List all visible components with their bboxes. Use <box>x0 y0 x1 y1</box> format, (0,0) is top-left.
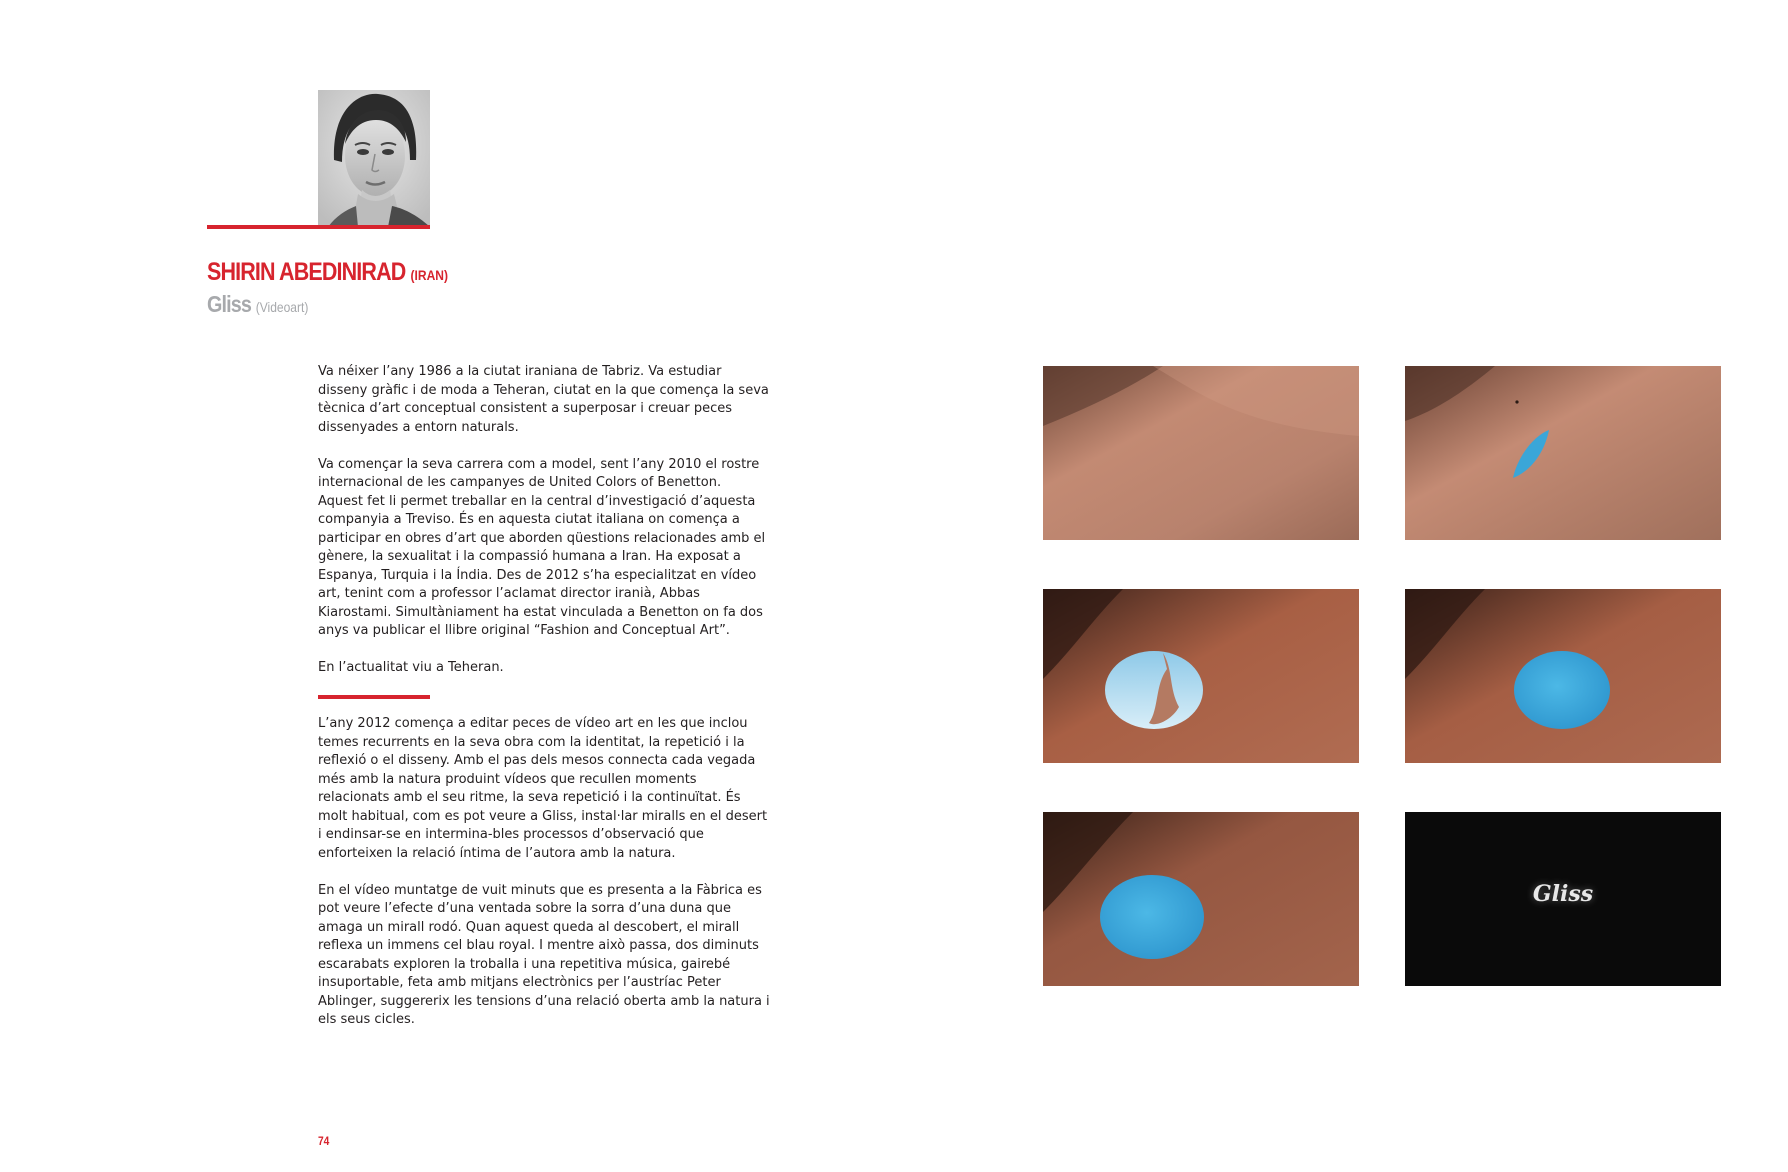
video-still-6-title-card <box>1405 812 1721 986</box>
artist-biography <box>318 363 770 696</box>
page-number: 74 <box>318 1134 330 1148</box>
work-genre: (Videoart) <box>255 299 309 315</box>
description-paragraph: En el vídeo muntatge de vuit minuts que es presenta a la Fàbrica es pot veure l’efecte d’una ventada sobre la sorra d’una duna que amaga un mirall rodó. Quan aquest queda al descobert, el mirall reflexa un immens cel blau royal. I mentre això passa, dos diminuts escarabats exploren la troballa i una repetitiva música, gairebé insuportable, feta amb mitjans electrònics per l’austríac Peter Ablinger, suggererix les tensions d’una relació oberta amb la natura i els seus cicles. <box>318 882 770 1027</box>
work-title: Gliss <box>207 291 252 317</box>
video-still-5 <box>1043 812 1359 986</box>
description-paragraph: L’any 2012 comença a editar peces de vídeo art en les que inclou temes recurrents en la seva obra com la identitat, la repetició i la reflexió o el disseny. Amb el pas dels mesos connecta cada vegada més amb la natura produint vídeos que recullen moments relacionats amb el seu ritme, la seva repetició i la continuïtat. És molt habitual, com es pot veure a Gliss, instal·lar miralls en el desert i endinsar-se en intermina-bles processos d’observació que enforteixen la relació íntima de l’autora amb la natura. <box>318 716 768 861</box>
artist-name-heading <box>207 258 448 287</box>
section-divider <box>318 695 430 699</box>
video-title-card-text: Gliss <box>1532 881 1594 907</box>
artist-name: SHIRIN ABEDINIRAD <box>207 258 406 286</box>
bio-paragraph: En l’actualitat viu a Teheran. <box>318 660 504 675</box>
portrait-illustration <box>318 90 430 227</box>
video-still-4 <box>1405 589 1721 763</box>
work-title-heading <box>207 291 308 318</box>
bio-paragraph: Va néixer l’any 1986 a la ciutat iraniana de Tabriz. Va estudiar disseny gràfic i de moda a Teheran, ciutat en la que comença la seva tècnica d’art conceptual consistent a superposar i creuar peces dissenyades a entorn naturals. <box>318 364 769 435</box>
title-rule <box>207 225 430 229</box>
video-still-2 <box>1405 366 1721 540</box>
bio-paragraph: Va començar la seva carrera com a model, sent l’any 2010 el rostre internacional de les campanyes de United Colors of Benetton. Aquest fet li permet treballar en la central d’investigació d’aquesta companyia a Treviso. És en aquesta ciutat italiana on comença a participar en obres d’art que aborden qüestions relacionades amb el gènere, la sexualitat i la compassió humana a Iran. Ha exposat a Espanya, Turquia i la Índia. Des de 2012 s’ha especialitzat en vídeo art, tenint com a professor l’aclamat director iranià, Abbas Kiarostami. Simultàniament ha estat vinculada a Benetton on fa dos anys va publicar el llibre original “Fashion and Conceptual Art”. <box>318 456 766 638</box>
work-description <box>318 715 770 1048</box>
artist-portrait-photo <box>318 90 430 227</box>
video-still-3 <box>1043 589 1359 763</box>
video-still-1 <box>1043 366 1359 540</box>
artist-country: (IRAN) <box>410 267 448 283</box>
